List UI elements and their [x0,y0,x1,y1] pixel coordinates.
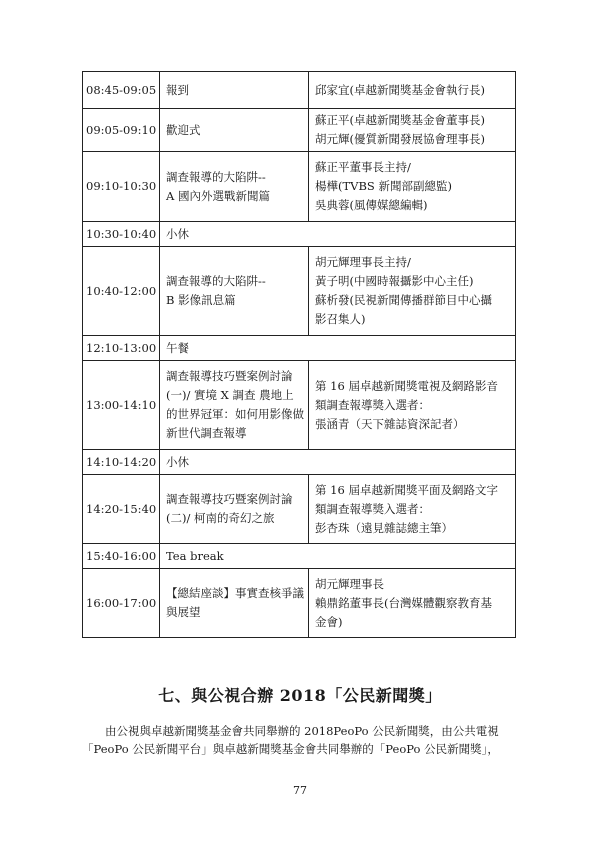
topic-line: A 國內外選戰新聞篇 [166,188,270,203]
time-cell: 15:40-16:00 [83,544,160,569]
table-row [83,247,516,336]
time-cell: 12:10-13:00 [83,336,160,361]
time-cell: 16:00-17:00 [83,569,160,638]
speaker-line: 第 16 屆卓越新聞獎電視及網路影音 [315,378,498,393]
topic-line: 與展望 [166,605,201,619]
topic-line: (一)/ 實境 X 調查 農地上 [166,388,294,402]
section-title: 七、與公視合辦 2018「公民新聞獎」 [158,686,442,705]
speaker-line: 第 16 屆卓越新聞獎平面及網路文字 [315,482,498,497]
topic-cell [160,247,309,336]
topic-line: B 影像訊息篇 [166,293,236,307]
speaker-cell [309,361,516,450]
speaker-cell [309,109,516,152]
speaker-line: 胡元輝(優質新聞發展協會理事長) [315,132,485,146]
topic-line: 歡迎式 [166,122,201,137]
speaker-line: 類調查報導獎入選者： [315,501,430,516]
table-row [83,336,516,361]
speaker-line: 類調查報導獎入選者： [315,397,430,412]
break-cell: 小休 [160,450,516,475]
topic-cell [160,152,309,222]
speaker-cell [309,247,516,336]
topic-cell [160,475,309,544]
speaker-line: 黃子明(中國時報攝影中心主任) [315,274,474,288]
speaker-line: 彭杏珠（遠見雜誌總主筆） [315,520,453,535]
speaker-line: 金會) [315,614,343,629]
break-cell: Tea break [160,544,516,569]
topic-line: (二)/ 柯南的奇幻之旅 [166,511,275,525]
break-cell: 午餐 [160,336,516,361]
time-cell: 08:45-09:05 [83,72,160,109]
speaker-cell [309,475,516,544]
speaker-line: 張涵青（天下雜誌資深記者） [315,416,465,431]
topic-cell [160,72,309,109]
schedule-table [82,71,516,638]
table-row [83,450,516,475]
table-row [83,475,516,544]
speaker-cell [309,152,516,222]
speaker-line: 胡元輝理事長 [315,576,384,591]
table-row [83,72,516,109]
speaker-line: 蘇正平(卓越新聞獎基金會董事長) [315,113,485,127]
table-row [83,222,516,247]
topic-line: 調查報導技巧暨案例討論 [166,492,293,506]
table-row [83,544,516,569]
time-cell: 09:10-10:30 [83,152,160,222]
topic-cell [160,361,309,450]
topic-line: 調查報導技巧暨案例討論 [166,369,293,383]
topic-line: 調查報導的大陷阱-- [166,169,266,184]
speaker-line: 蘇正平董事長主持/ [315,160,411,174]
time-cell: 10:40-12:00 [83,247,160,336]
speaker-line: 影召集人) [315,312,366,326]
topic-line: 新世代調查報導 [166,426,247,440]
table-row [83,152,516,222]
page-number: 77 [293,784,307,797]
speaker-line: 賴鼎銘董事長(台灣媒體觀察教育基 [315,595,492,610]
body-paragraph-line: 「PeoPo 公民新聞平台」與卓越新聞獎基金會共同舉辦的「PeoPo 公民新聞獎」， [82,742,499,756]
speaker-line: 胡元輝理事長主持/ [315,255,411,269]
time-cell: 14:20-15:40 [83,475,160,544]
break-cell: 小休 [160,222,516,247]
speaker-cell [309,72,516,109]
topic-cell [160,109,309,152]
speaker-line: 吳典蓉(風傳媒總編輯) [315,198,428,212]
topic-line: 報到 [166,82,189,97]
time-cell: 09:05-09:10 [83,109,160,152]
speaker-line: 楊樺(TVBS 新聞部副總監) [315,179,452,193]
topic-line: 【總結座談】事實查核爭議 [166,586,304,600]
speaker-line: 蘇析發(民視新聞傳播群節目中心攝 [315,293,492,307]
table-row [83,569,516,638]
time-cell: 10:30-10:40 [83,222,160,247]
topic-line: 的世界冠軍：如何用影像做 [166,407,304,421]
speaker-cell [309,569,516,638]
time-cell: 13:00-14:10 [83,361,160,450]
topic-cell [160,569,309,638]
table-row [83,361,516,450]
topic-line: 調查報導的大陷阱-- [166,274,266,288]
time-cell: 14:10-14:20 [83,450,160,475]
body-paragraph-line: 由公視與卓越新聞獎基金會共同舉辦的 2018PeoPo 公民新聞獎，由公共電視 [105,724,499,738]
speaker-line: 邱家宜(卓越新聞獎基金會執行長) [315,82,485,97]
table-row [83,109,516,152]
